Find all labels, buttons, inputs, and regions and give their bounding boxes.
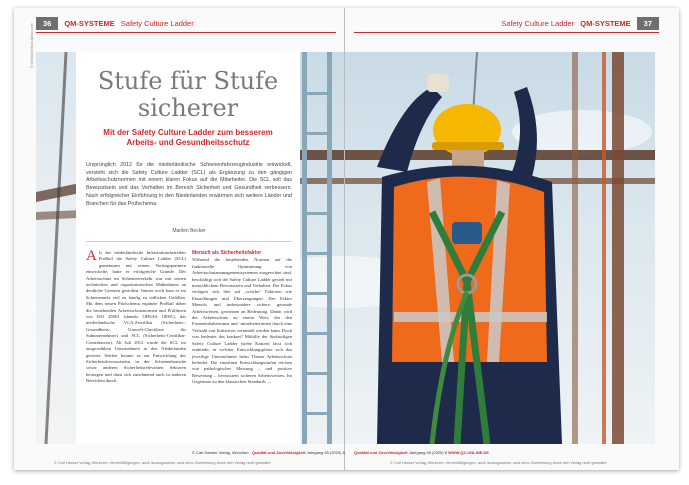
footer-left [192, 450, 345, 455]
footer-publisher: © Carl Hanser Verlag, München [192, 450, 249, 455]
section-label-right: QM-SYSTEME [580, 18, 631, 28]
divider [86, 241, 292, 242]
dropcap: A [86, 248, 97, 264]
header-rule-left [36, 32, 336, 33]
article-author: Marilen Becker [172, 228, 206, 234]
title-line-2: sicherer [137, 94, 239, 122]
footer-year-right: Jahrgang 65 (2020) 8 [408, 450, 447, 455]
article-subtitle: Mit der Safety Culture Ladder zum besserem Arbeits- und Gesundheitsschutz [103, 128, 273, 147]
article-lead: Ursprünglich 2012 für die niederländische Schienenfahrzeugindustrie entwickelt, versteht sich die Safety Culture Ladder (SCL) als Ergänzung zu den gängigen Arbeitsschutznormen mit einem klaren Fokus auf die Mitarbeiter. Die SCL soll das Bewusstsein und das Verhalten im Bereich Sicherheit und Gesundheit verbessern. Nach erfolgreicher Einführung in den Niederlanden erwärmen sich weitere Länder und Branchen für das Prüfschema. [86, 162, 292, 207]
topic-label-left: Safety Culture Ladder [120, 18, 194, 28]
topic-label-right: Safety Culture Ladder [501, 18, 575, 28]
page-gutter [344, 8, 345, 470]
body-column-1 [86, 250, 186, 385]
header-rule-right [354, 32, 659, 33]
worker-illustration [282, 52, 655, 444]
article-card [76, 52, 300, 444]
body-column-2-text: Während die bestehenden Normen auf die funktionelle Optimierung von Arbeitsschutzmanagementsystemen ausgerichtet sind, beschäftigt sich die Safety Culture Ladder gezielt mit menschlichem Bewusstsein und Verhalten. Der Fokus verlagert sich hier auf „weiche“ Faktoren wie Einstellungen und Überzeugungen. Der Faktor Mensch, und insbesondere sichere, gesunde Arbeitsweisen, gewinnen an Bedeutung. Damit wird der Arbeitsschutz zu einem Wert, der den Firmeninhaberinnen und -mitarbeiterinnen durch eine Vielzahl von Initiativen vermittelt werden kann. Doch was bedeutet das konkret? Mithilfe der fünfstufigen Safety Culture Ladder (siehe Kasten) lässt sich ermitteln, in welcher Entwicklungsphase sich das jeweilige Unternehmen beim Thema Arbeitsschutz befindet. Die einzelnen Entwicklungsstufen reichen von pathologischer Messung – und positive Bewertung – bewusstem sicheren Arbeitsweisen. Im Gegensatz zu den klassischen Standards → [192, 257, 292, 385]
copyright-left: © Carl Hanser Verlag, München. Vervielfältigungen, auch auszugsweise, sind ohne Zustimmung durch den Verlag nicht gestattet. [54, 461, 272, 465]
page-number-left: 36 [36, 17, 58, 30]
hero-photo [282, 52, 655, 444]
copyright-right: © Carl Hanser Verlag, München. Vervielfältigungen, auch auszugsweise, sind ohne Zustimmung durch den Verlag nicht gestattet. [390, 461, 608, 465]
footer-right [354, 450, 489, 455]
footer-mag-right: Qualität und Zuverlässigkeit [354, 450, 408, 455]
footer-year-left: Jahrgang 65 (2020) 8 [306, 450, 345, 455]
body-column-1-text: ls der niederländische Infrastrukturbetreiber ProRail die Safety Culture Ladder (SCL) gemeinsam mit seinen Vertragspartnern entwickelte, hatte er erfolgreiche Gründe. Der Arbeitsschutz im Schienenverkehr war mit seinen technischen und organisatorischen Maßnahmen an deutliche Grenzen gestoßen. Immer noch kam es im Schienennetz viel zu häufig zu tödlichen Unfällen. Mit dem neuen Prüfschema ergänzte ProRail daher die bestehenden Arbeitsschutznormen und Prüflinien wie ISO 45001 (damals OHSAS 18001), das niederländische VCA-Zertifikat (Sicherheits-, Gesundheits-, Umwelt-Checkliste für Subunternehmer) und SCC (Sicherheits-Certifikat-Contraktoren). Ab Juli 2012 wurde die SCL im ausgewählten Unternehmen in den Niederlanden getestet. Seither konnte es zur Entwicklung des Sicherheitsbewusstseins in der Schienenbranche sowie anderen Sicherheitsrelevanten Sektoren beitragen und dazu sich zunehmend auch in anderen Bereichen durch. [86, 250, 186, 384]
header-right [501, 16, 659, 30]
header-left [36, 16, 194, 30]
page-number-right: 37 [637, 17, 659, 30]
article-title [84, 68, 292, 122]
section-label-left: QM-SYSTEME [64, 18, 115, 28]
photo-credit: © Gehölze/Stock Adobe.com [30, 23, 34, 68]
section-subhead: Mensch als Sicherheitsfaktor [192, 250, 262, 256]
body-column-2 [192, 250, 292, 386]
title-line-1: Stufe für Stufe [97, 67, 279, 95]
magazine-spread [14, 8, 679, 470]
footer-url: WWW.QZ-ONLINE.DE [448, 450, 489, 455]
footer-mag-left: Qualität und Zuverlässigkeit [251, 450, 306, 455]
